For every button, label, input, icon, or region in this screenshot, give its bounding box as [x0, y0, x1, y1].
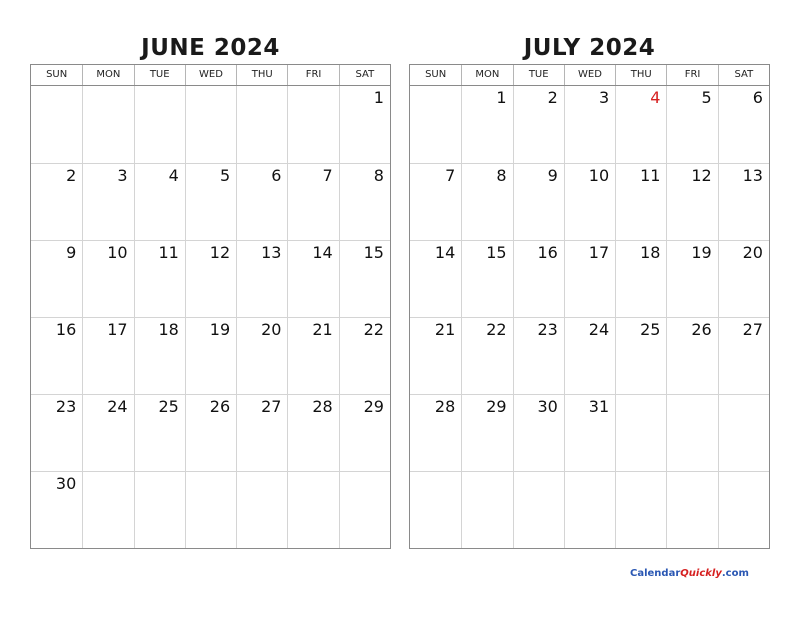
weekday-header [410, 65, 769, 86]
empty-day-cell [82, 86, 133, 163]
day-number: 8 [496, 166, 507, 185]
day-number: 7 [322, 166, 333, 185]
empty-day-cell [236, 471, 287, 548]
day-number: 9 [66, 243, 77, 262]
weekday-mon: MON [461, 65, 512, 85]
day-number: 9 [547, 166, 558, 185]
month-title: JULY 2024 [523, 35, 656, 61]
day-number: 4 [168, 166, 179, 185]
day-number: 2 [66, 166, 77, 185]
weekday-sat: SAT [718, 65, 769, 85]
day-number: 19 [691, 243, 712, 262]
day-number: 12 [691, 166, 712, 185]
day-cell[interactable] [564, 317, 615, 394]
day-number: 11 [158, 243, 179, 262]
day-number: 13 [742, 166, 763, 185]
day-cell[interactable] [410, 317, 461, 394]
day-cell[interactable] [564, 240, 615, 317]
day-cell[interactable] [185, 317, 236, 394]
day-cell[interactable] [31, 394, 82, 471]
day-number: 16 [55, 320, 77, 339]
day-cell[interactable] [461, 394, 512, 471]
weekday-mon: MON [82, 65, 133, 85]
empty-day-cell [564, 471, 615, 548]
empty-day-cell [615, 394, 666, 471]
day-cell[interactable] [564, 163, 615, 240]
day-cell[interactable] [31, 471, 82, 548]
day-number: 2 [547, 88, 558, 107]
day-cell[interactable] [666, 86, 717, 163]
day-number: 8 [373, 166, 384, 185]
day-number: 31 [588, 397, 610, 416]
day-number: 14 [312, 243, 333, 262]
day-number: 20 [261, 320, 282, 339]
logo-text-quickly: Quickly [680, 568, 722, 579]
day-number: 22 [486, 320, 507, 339]
day-cell[interactable] [513, 394, 564, 471]
day-cell[interactable] [564, 86, 615, 163]
weekday-tue: TUE [513, 65, 564, 85]
day-cell[interactable] [615, 86, 666, 163]
day-number: 24 [588, 320, 610, 339]
day-cell[interactable] [236, 394, 287, 471]
day-cell[interactable] [82, 240, 133, 317]
day-cell[interactable] [287, 394, 338, 471]
empty-day-cell [410, 471, 461, 548]
day-cell[interactable] [31, 317, 82, 394]
day-number: 22 [363, 320, 384, 339]
day-cell[interactable] [615, 163, 666, 240]
day-cell[interactable] [236, 240, 287, 317]
weekday-thu: THU [236, 65, 287, 85]
day-number: 15 [363, 243, 384, 262]
day-number: 26 [209, 397, 231, 416]
day-cell[interactable] [185, 394, 236, 471]
empty-day-cell [461, 471, 512, 548]
weekday-header [31, 65, 390, 86]
day-number: 4 [650, 88, 661, 107]
empty-day-cell [287, 86, 338, 163]
month-july [409, 32, 770, 549]
days-grid [410, 86, 769, 548]
empty-day-cell [339, 471, 390, 548]
empty-day-cell [666, 394, 717, 471]
calendar-grid [30, 64, 391, 549]
day-number: 18 [158, 320, 179, 339]
day-number: 10 [588, 166, 610, 185]
empty-day-cell [236, 86, 287, 163]
day-cell[interactable] [718, 163, 769, 240]
empty-day-cell [134, 86, 185, 163]
day-number: 14 [434, 243, 456, 262]
day-cell[interactable] [615, 240, 666, 317]
day-number: 10 [107, 243, 128, 262]
day-number: 28 [312, 397, 333, 416]
empty-day-cell [134, 471, 185, 548]
day-number: 21 [312, 320, 333, 339]
day-cell[interactable] [339, 240, 390, 317]
day-cell[interactable] [513, 163, 564, 240]
day-number: 17 [107, 320, 128, 339]
empty-day-cell [410, 86, 461, 163]
month-title: JUNE 2024 [141, 35, 280, 61]
day-number: 17 [588, 243, 610, 262]
day-cell[interactable] [461, 163, 512, 240]
day-number: 18 [640, 243, 661, 262]
day-number: 16 [537, 243, 558, 262]
empty-day-cell [185, 471, 236, 548]
empty-day-cell [718, 394, 769, 471]
day-number: 13 [261, 243, 282, 262]
site-logo[interactable] [630, 568, 749, 579]
weekday-wed: WED [185, 65, 236, 85]
day-cell[interactable] [410, 163, 461, 240]
day-cell[interactable] [718, 240, 769, 317]
weekday-wed: WED [564, 65, 615, 85]
day-number: 6 [271, 166, 282, 185]
day-cell[interactable] [82, 163, 133, 240]
day-number: 7 [445, 166, 456, 185]
empty-day-cell [31, 86, 82, 163]
day-number: 1 [373, 88, 384, 107]
day-number: 6 [752, 88, 763, 107]
day-cell[interactable] [513, 86, 564, 163]
day-cell[interactable] [339, 163, 390, 240]
empty-day-cell [718, 471, 769, 548]
empty-day-cell [82, 471, 133, 548]
day-cell[interactable] [82, 317, 133, 394]
day-cell[interactable] [287, 163, 338, 240]
day-number: 26 [691, 320, 712, 339]
day-number: 29 [363, 397, 384, 416]
empty-day-cell [185, 86, 236, 163]
day-cell[interactable] [666, 163, 717, 240]
day-cell[interactable] [513, 317, 564, 394]
weekday-fri: FRI [666, 65, 717, 85]
empty-day-cell [666, 471, 717, 548]
day-cell[interactable] [461, 317, 512, 394]
day-number: 30 [537, 397, 558, 416]
empty-day-cell [615, 471, 666, 548]
day-number: 27 [261, 397, 282, 416]
logo-text-calendar: Calendar [630, 568, 681, 579]
day-cell[interactable] [31, 240, 82, 317]
day-cell[interactable] [666, 317, 717, 394]
day-cell[interactable] [134, 163, 185, 240]
day-cell[interactable] [339, 86, 390, 163]
day-number: 3 [598, 88, 610, 107]
day-number: 27 [742, 320, 763, 339]
weekday-sat: SAT [339, 65, 390, 85]
day-number: 19 [209, 320, 231, 339]
day-number: 5 [219, 166, 231, 185]
day-number: 25 [158, 397, 179, 416]
day-number: 11 [640, 166, 661, 185]
day-cell[interactable] [410, 240, 461, 317]
day-cell[interactable] [134, 394, 185, 471]
day-cell[interactable] [718, 317, 769, 394]
weekday-fri: FRI [287, 65, 338, 85]
day-cell[interactable] [31, 163, 82, 240]
day-number: 21 [434, 320, 456, 339]
day-cell[interactable] [564, 394, 615, 471]
day-number: 3 [117, 166, 128, 185]
days-grid [31, 86, 390, 548]
day-cell[interactable] [134, 317, 185, 394]
day-cell[interactable] [185, 240, 236, 317]
day-cell[interactable] [513, 240, 564, 317]
day-cell[interactable] [461, 240, 512, 317]
day-cell[interactable] [82, 394, 133, 471]
day-cell[interactable] [134, 240, 185, 317]
day-cell[interactable] [339, 394, 390, 471]
weekday-sun: SUN [425, 69, 447, 80]
day-cell[interactable] [185, 163, 236, 240]
day-cell[interactable] [287, 240, 338, 317]
day-cell[interactable] [410, 394, 461, 471]
day-number: 15 [486, 243, 507, 262]
day-cell[interactable] [236, 317, 287, 394]
day-number: 5 [701, 88, 712, 107]
day-number: 25 [640, 320, 661, 339]
logo-text-domain: .com [721, 568, 749, 579]
day-number: 30 [55, 474, 77, 493]
empty-day-cell [513, 471, 564, 548]
month-june [30, 32, 391, 549]
calendar-grid [409, 64, 770, 549]
day-cell[interactable] [461, 86, 512, 163]
day-number: 12 [209, 243, 231, 262]
day-number: 28 [434, 397, 456, 416]
day-number: 24 [107, 397, 128, 416]
weekday-sun: SUN [46, 69, 68, 80]
day-cell[interactable] [615, 317, 666, 394]
day-cell[interactable] [718, 86, 769, 163]
day-number: 23 [537, 320, 558, 339]
empty-day-cell [287, 471, 338, 548]
weekday-thu: THU [615, 65, 666, 85]
day-number: 29 [486, 397, 507, 416]
day-number: 1 [496, 88, 507, 107]
day-cell[interactable] [339, 317, 390, 394]
day-cell[interactable] [287, 317, 338, 394]
day-number: 20 [742, 243, 763, 262]
day-cell[interactable] [666, 240, 717, 317]
day-cell[interactable] [236, 163, 287, 240]
weekday-tue: TUE [134, 65, 185, 85]
day-number: 23 [55, 397, 77, 416]
